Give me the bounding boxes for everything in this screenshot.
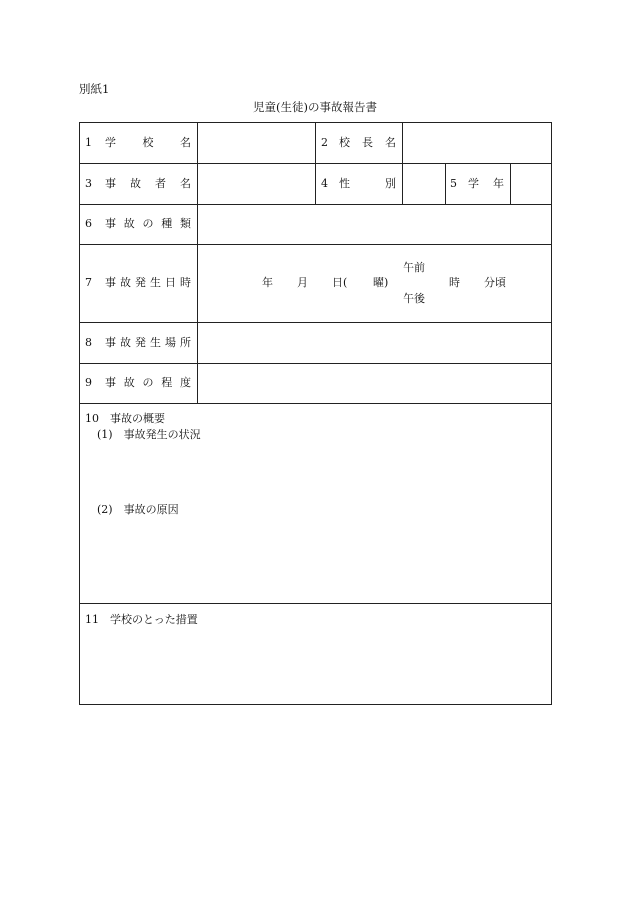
day-marker: 日( bbox=[332, 276, 348, 289]
weekday-marker: 曜) bbox=[373, 276, 389, 289]
row-divider bbox=[80, 204, 551, 205]
accident-type-label: 事 故 の 種 類 bbox=[105, 217, 191, 230]
row-5-number: 5 bbox=[450, 177, 457, 190]
hour-marker: 時 bbox=[449, 276, 460, 289]
am-marker: 午前 bbox=[403, 261, 425, 274]
row-divider bbox=[80, 363, 551, 364]
summary-heading: 10 事故の概要 bbox=[85, 412, 165, 425]
accident-cause-subheading: (2) 事故の原因 bbox=[97, 503, 179, 516]
measures-heading: 11 学校のとった措置 bbox=[85, 613, 198, 626]
pm-marker: 午後 bbox=[403, 292, 425, 305]
row-9-number: 9 bbox=[85, 376, 92, 389]
column-divider bbox=[445, 163, 446, 204]
row-divider bbox=[80, 403, 551, 404]
accident-situation-subheading: (1) 事故発生の状況 bbox=[97, 428, 201, 441]
accident-report-form bbox=[79, 122, 552, 705]
column-divider bbox=[510, 163, 511, 204]
row-divider bbox=[80, 603, 551, 604]
grade-label: 学 年 bbox=[468, 177, 504, 190]
minute-marker: 分頃 bbox=[484, 276, 506, 289]
year-marker: 年 bbox=[262, 276, 273, 289]
principal-name-label: 校 長 名 bbox=[339, 136, 396, 149]
row-6-number: 6 bbox=[85, 217, 92, 230]
school-name-label: 学 校 名 bbox=[105, 136, 191, 149]
label-column-divider bbox=[197, 123, 198, 403]
accident-place-label: 事 故 発 生 場 所 bbox=[105, 336, 191, 349]
row-7-number: 7 bbox=[85, 276, 92, 289]
row-divider bbox=[80, 322, 551, 323]
accident-degree-label: 事 故 の 程 度 bbox=[105, 376, 191, 389]
row-divider bbox=[80, 244, 551, 245]
row-8-number: 8 bbox=[85, 336, 92, 349]
row-3-number: 3 bbox=[85, 177, 92, 190]
column-divider bbox=[402, 123, 403, 204]
row-4-number: 4 bbox=[321, 177, 328, 190]
victim-name-label: 事 故 者 名 bbox=[105, 177, 191, 190]
gender-label: 性 別 bbox=[339, 177, 396, 190]
accident-datetime-label: 事 故 発 生 日 時 bbox=[105, 276, 191, 289]
row-1-number: 1 bbox=[85, 136, 92, 149]
row-2-number: 2 bbox=[321, 136, 328, 149]
column-divider bbox=[315, 123, 316, 204]
month-marker: 月 bbox=[297, 276, 308, 289]
attachment-label: 別紙1 bbox=[79, 82, 110, 96]
document-title: 児童(生徒)の事故報告書 bbox=[253, 100, 377, 114]
